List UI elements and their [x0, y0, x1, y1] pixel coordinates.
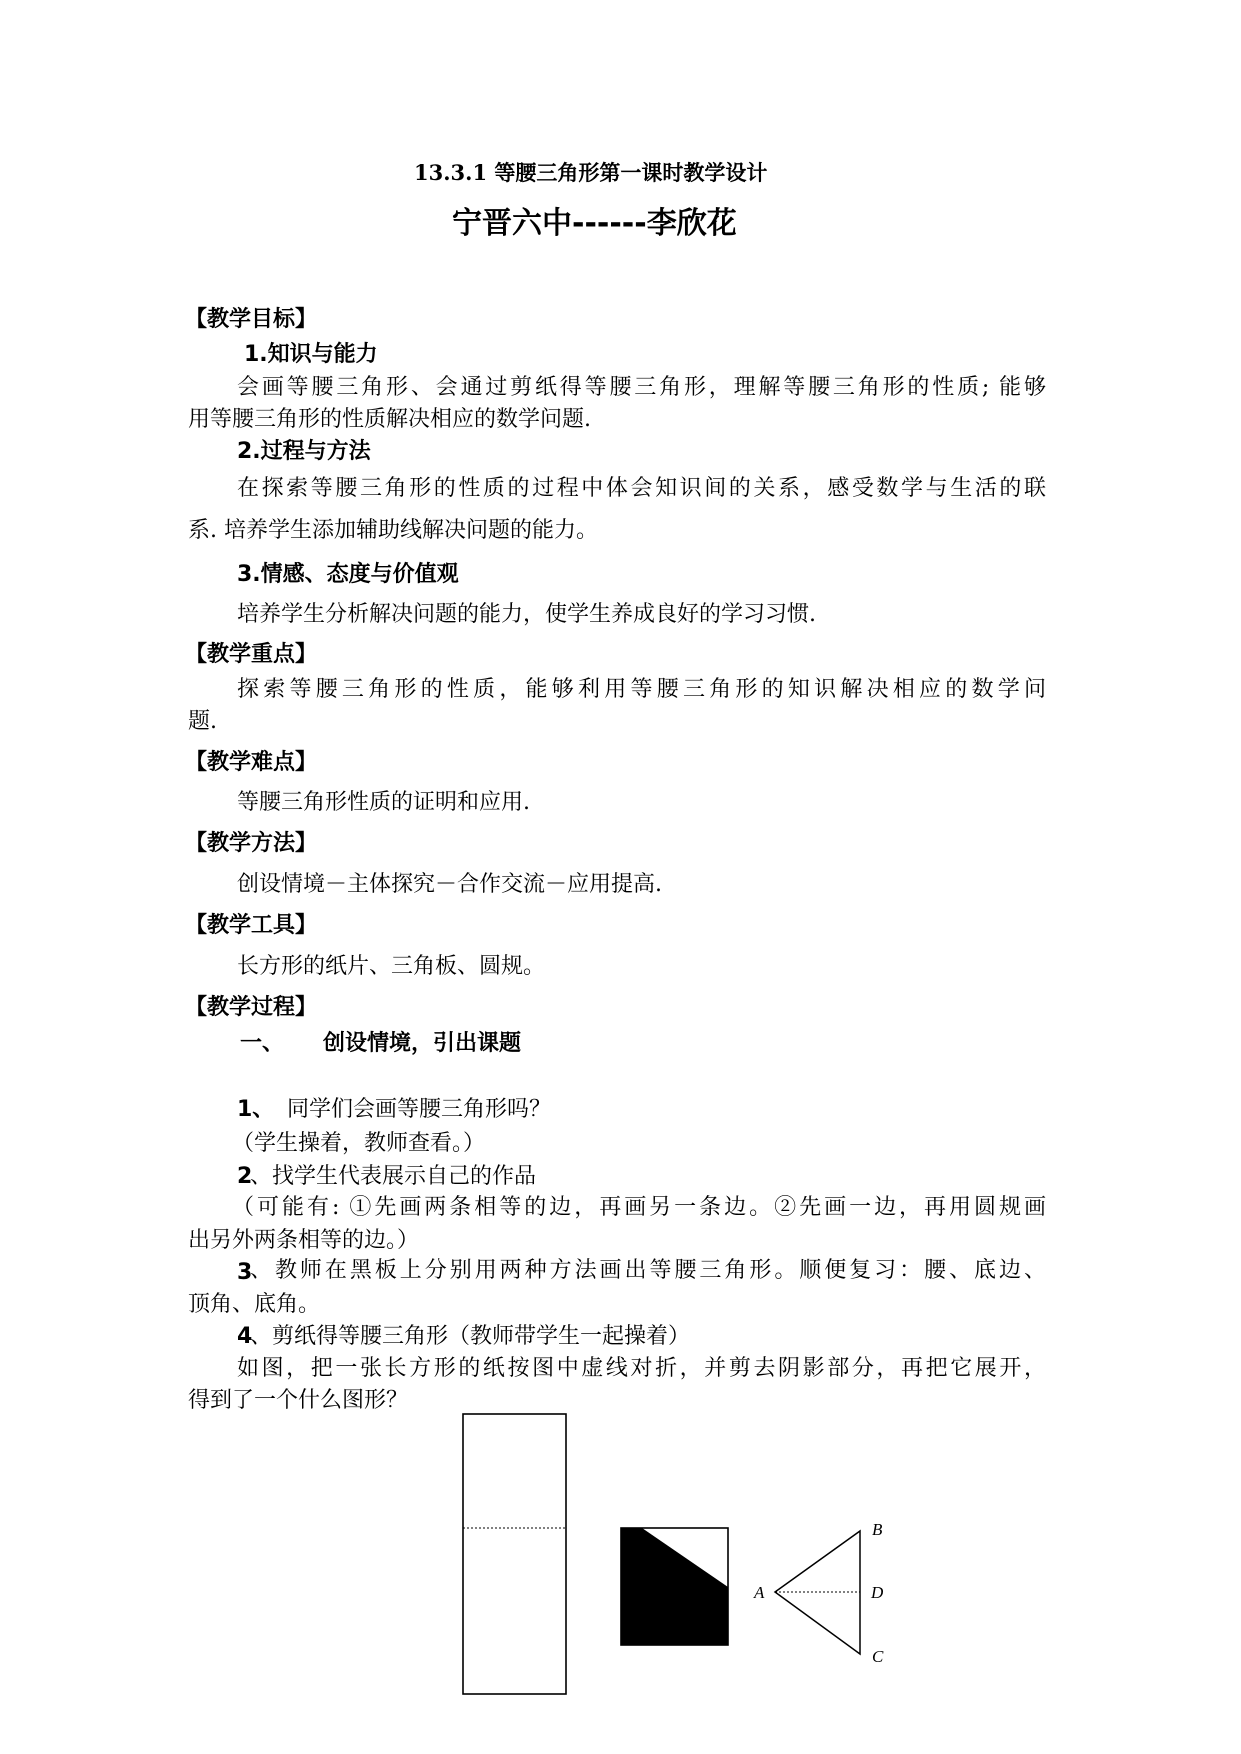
item1-text: 同学们会画等腰三角形吗？ [287, 1097, 552, 1122]
item2-number: 2 [237, 1164, 253, 1189]
difficulty-heading: 【教学难点】 [185, 750, 318, 775]
document-author: 宁晋六中------李欣花 [452, 206, 737, 241]
figure-rectangle-fold [455, 1410, 575, 1700]
process-section-heading: 【教学过程】 [185, 995, 318, 1020]
knowledge-heading: 1.知识与能力 [244, 342, 378, 367]
item1-number: 1、 [237, 1097, 275, 1122]
process-text-line-1: 在探索等腰三角形的性质的过程中体会知识间的关系，感受数学与生活的联 [237, 476, 1046, 501]
item2-note-line-1: （可能有: ①先画两条相等的边，再画另一条边。②先画一边，再用圆规画 [232, 1195, 1046, 1220]
emotion-text: 培养学生分析解决问题的能力，使学生养成良好的学习习惯. [237, 602, 816, 627]
item4-desc-line-2: 得到了一个什么图形？ [188, 1388, 409, 1413]
item2-text: 、找学生代表展示自己的作品 [250, 1164, 537, 1189]
step-one-number: 一、 [240, 1031, 285, 1056]
tools-text: 长方形的纸片、三角板、圆规。 [237, 954, 546, 979]
goals-heading: 【教学目标】 [185, 307, 318, 332]
tools-heading: 【教学工具】 [185, 913, 318, 938]
method-heading: 【教学方法】 [185, 831, 318, 856]
emotion-heading: 3.情感、态度与价值观 [237, 562, 459, 587]
label-b: B [872, 1520, 883, 1539]
item3-number: 3 [237, 1260, 253, 1285]
process-heading: 2.过程与方法 [237, 439, 371, 464]
item2-note-line-2: 出另外两条相等的边。） [188, 1228, 420, 1253]
item1-note: （学生操着，教师查看。） [232, 1131, 486, 1156]
document-title: 13.3.1 等腰三角形第一课时教学设计 [414, 160, 768, 185]
key-text-line-2: 题. [188, 709, 217, 734]
difficulty-text: 等腰三角形性质的证明和应用. [237, 790, 530, 815]
figure-isosceles-triangle [745, 1515, 905, 1675]
label-d: D [871, 1583, 884, 1602]
method-text: 创设情境－主体探究－合作交流－应用提高. [237, 872, 662, 897]
paper-rectangle [463, 1414, 566, 1694]
label-c: C [872, 1647, 884, 1666]
item3-text-line-2: 顶角、底角。 [188, 1292, 321, 1317]
process-text-line-2: 系. 培养学生添加辅助线解决问题的能力。 [188, 518, 598, 543]
figure-shaded-cut [615, 1525, 735, 1650]
knowledge-text-line-1: 会画等腰三角形、会通过剪纸得等腰三角形，理解等腰三角形的性质; 能够 [237, 375, 1046, 400]
label-a: A [754, 1583, 765, 1602]
key-text-line-1: 探索等腰三角形的性质，能够利用等腰三角形的知识解决相应的数学问 [237, 677, 1046, 702]
step-one-title: 创设情境，引出课题 [323, 1031, 522, 1056]
item3-text-line-1: 、教师在黑板上分别用两种方法画出等腰三角形。顺便复习：腰、底边、 [250, 1258, 1046, 1283]
item4-text: 、剪纸得等腰三角形（教师带学生一起操着） [250, 1324, 691, 1349]
item4-number: 4 [237, 1324, 253, 1349]
knowledge-text-line-2: 用等腰三角形的性质解决相应的数学问题. [188, 407, 591, 432]
item4-desc-line-1: 如图，把一张长方形的纸按图中虚线对折，并剪去阴影部分，再把它展开， [237, 1356, 1046, 1381]
key-heading: 【教学重点】 [185, 642, 318, 667]
